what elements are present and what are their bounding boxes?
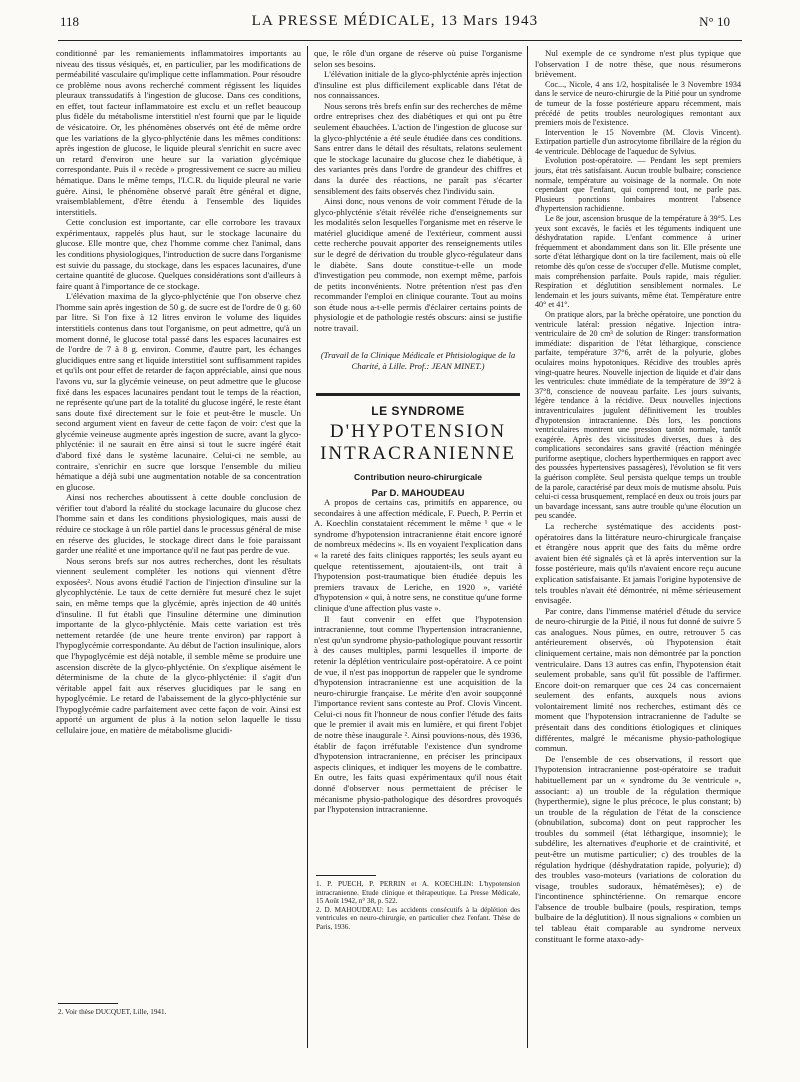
column-divider bbox=[307, 46, 308, 1048]
paragraph: De l'ensemble de ces observations, il ressort que l'hypotension intracranienne post-opératoire se traduit habituellement par un « syndrome du 3e ventricule », associant: a) un trouble de la régulation thermique (hyperthermie), signe le plus précoce, le plus constant; b) un trouble de la régulation de l'état de la conscience (obnubilation, subcoma) dont on peut rapprocher les troubles du sommeil (état léthargique, insomnie); le subdélire, les alternatives d'euphorie et de craintivité, et peut-être un mutisme particulier; c) des troubles de la régulation hydrique (déshydratation rapide, polyurie); d) des troubles vaso-moteurs (variations de coloration du visage, troubles sudoraux, hématémèses); e) de l'incontinence sphinctérienne. On remarque encore l'absence de trouble bulbaire (pouls, respiration, temps bulbaire de la déglutition). Il nous signalions « combien un tel tableau était comparable au syndrome nerveux constituant le forme ataxo-ady- bbox=[535, 753, 741, 944]
case-paragraph: Le 8e jour, ascension brusque de la température à 39°5. Les yeux sont excavés, le faciès et les téguments indiquent une déshydratation rapide. L'enfant commence à uriner fréquemment et abondamment dans son lit. Elle présente une sorte d'état léthargique dont on la tire facilement, mais où elle retombe dès qu'on cesse de s'occuper d'elle. Mutisme complet, mais compréhension parfaite. Pouls rapide, mais régulier. Respiration et déglutition sensiblement normales. Le lendemain et les jours suivants, même état. Température entre 40° et 41°. bbox=[535, 214, 741, 310]
article-credit: (Travail de la Clinique Médicale et Phtisiologique de la Charité, à Lille. Prof.: JEAN MINET.) bbox=[320, 350, 516, 371]
paragraph: Ainsi donc, nous venons de voir comment l'étude de la glyco-phlycténie s'était révélée riche d'enseignements sur les modalités selon lesquelles l'organisme met en réserve le matériel glucidique amené de l'extérieur, comment aussi cette recherche pouvait apporter des renseignements utiles sur le degré de dérivation du trouble glyco-régulateur dans le diabète. Sans doute constitue-t-elle un mode d'investigation peu commode, non exempt même, parfois de petits inconvénients. Notre prétention n'est pas d'en recommander l'emploi en clinique courante. Tout au moins son étude nous a-t-elle permis d'éclairer certains points de physiologie et de pathologie restés obscurs: ainsi se justifie notre travail. bbox=[314, 196, 522, 334]
column-2-top bbox=[314, 48, 522, 334]
footnote-rule bbox=[58, 1003, 118, 1004]
paragraph: conditionné par les remaniements inflammatoires importants au niveau des tissus vésiqués, et, en particulier, par les modifications de perméabilité vasculaire qu'implique cette inflammation. Pour résoudre ce problème nous avons recherché comment régissent les liquides pleuraux transsudatifs à l'ingestion de glucose. Dans ces conditions, en effet, tout facteur inflammatoire est exclu et un reflet beaucoup plus fidèle du métabolisme interstitiel n'est fourni que par le liquide de vésicatoire. Or, les phénomènes observés ont été de même ordre que les variations de la glyco-phlycténie dans les mêmes conditions: après ingestion de glucose, le liquide pleural s'enrichit en sucre avec un retard d'environ une heure sur la variation glycémique correspondante. Puis il « recède » progressivement ce sucre au milieu hématique. Dans le même temps, l'I.C.R. du liquide pleural ne varie guère. Ainsi, le phénomène observé paraît être général et digne, vraisemblablement, d'être étendu à l'ensemble des liquides interstitiels. bbox=[56, 48, 301, 217]
article-kicker: LE SYNDROME bbox=[371, 404, 465, 418]
paragraph: Cette conclusion est importante, car elle corrobore les travaux expérimentaux, rappelés plus haut, sur le stockage lacunaire du glucose. Elle montre que, chez l'homme comme chez l'animal, dans les conditions physiologiques, l'introduction de sucre dans l'organisme est suivie du passage, du stockage, dans les espaces lacunaires, d'une certaine quantité de glucose. Quelques considérations sont d'ailleurs à faire quant à l'importance de ce stockage. bbox=[56, 217, 301, 291]
footnote: 2. D. MAHOUDEAU: Les accidents consécutifs à la déplétion des ventricules en neuro-chirurgie, en particulier chez l'enfant. Thèse de Paris, 1936. bbox=[316, 905, 520, 931]
article-separator bbox=[316, 393, 520, 396]
footnote-rule bbox=[316, 875, 376, 876]
paragraph: L'élévation initiale de la glyco-phlycténie après injection d'insuline est plus difficilement explicable dans l'état de nos connaissances. bbox=[314, 69, 522, 101]
paragraph: Nous serons très brefs enfin sur des recherches de même ordre entreprises chez des diabétiques et qui ont pu être seulement ébauchées. L'action de l'ingestion de glucose sur la glyco-phlycténie a été seule étudiée dans ces conditions. Sans entrer dans le détail des résultats, relatons seulement que le stockage lacunaire du glucose chez le diabétique, à des variantes près dans l'ordre de grandeur des chiffres et dans la durée des réactions, ne paraît pas s'écarter sensiblement des faits observés chez l'individu sain. bbox=[314, 100, 522, 196]
article-subtitle: Contribution neuro-chirurgicale bbox=[354, 472, 482, 482]
case-paragraph: Intervention le 15 Novembre (M. Clovis Vincent). Extirpation partielle d'un astrocytome fibrillaire de la région du 4e ventricule. Déblocage de l'aqueduc de Sylvius. bbox=[535, 127, 741, 156]
column-1 bbox=[56, 48, 301, 736]
case-paragraph: On pratique alors, par la brèche opératoire, une ponction du ventricule latéral: pression négative. Injection intra-ventriculaire de 20 cm³ de solution de Ringer: transformation immédiate: disparition de l'état léthargique, conscience parfaite, température 37°6, arrêt de la polyurie, globes oculaires moins hypotoniques. Récidive des troubles après vingt-quatre heures. Nouvelle injection de liquide et d'air dans les ventricules: chute immédiate de la température de 39°2 à 37°8, conscience de nouveau parfaite. Les jours suivants, légère tendance à la récidive. Deux nouvelles injections intraventriculaires jugulent définitivement les troubles d'hypotension intracranienne. Dès lors, les ponctions ventriculaires montrent une pression tantôt normale, tantôt exagérée. Après des vicissitudes diverses, dues à des complications secondaires sans gravité (réaction méningée puriforme aseptique, clochers hyperthermiques en rapport avec des poussées hypertensives passagères), l'évolution se fit vers la guérison complète. Seul persista quelque temps un trouble de la parole, caractérisé par deux mois de mutisme absolu. Puis celui-ci cessa brusquement, remplacé en deux ou trois jours par un bavardage incessant, sans autre trouble qu'une élocution un peu scandée. bbox=[535, 309, 741, 521]
article-author: Par D. MAHOUDEAU bbox=[371, 488, 465, 499]
column-divider bbox=[527, 46, 528, 1048]
paragraph: Nul exemple de ce syndrome n'est plus typique que l'observation I de notre thèse, que nous résumerons brièvement. bbox=[535, 48, 741, 80]
paragraph: L'élévation maxima de la glyco-phlycténie que l'on observe chez l'homme sain après ingestion de 50 g. de sucre est de l'ordre de 0 g. 60 par litre. Si l'on fixe à 12 litres environ le volume des liquides interstitiels contenus dans tout l'organisme, on peut admettre, qu'à un moment donné, le glucose total passé dans les espaces lacunaires est de l'ordre de 7 à 8 g. environ. Comme, d'autre part, les échanges glucidiques entre sang et liquide interstitiel sont suffisamment rapides et qu'ils ont pour effet de retarder de façon appréciable, ainsi que nous l'avons vu, sur la glycémie veineuse, on peut admettre que le glucose fixé dans les espaces lacunaires pendant tout le temps de la réaction, ne représente qu'une part de la totalité du glucose ingéré, le reste étant sans doute fixé directement sur le foie et peut-être le muscle. Un second argument vient en faveur de cette façon de voir: c'est que la glycémie veineuse augmente après ingestion de sucre, avant la glyco-phlycténie: il ne saurait en être ainsi si tout le sucre ingéré était d'abord fixé dans le système lacunaire. Celui-ci ne semble, au contraire, s'enrichir en sucre que lorsque l'ensemble du milieu hématique a déjà subi une augmentation notable de sa concentration en glucose. bbox=[56, 291, 301, 492]
paragraph: A propos de certains cas, primitifs en apparence, ou secondaires à une affection médicale, F. Puech, P. Perrin et A. Koechlin constataient récemment le même ¹ que « le syndrome d'hypotension intracranienne était encore ignoré de nombreux médecins ». Ils en voyaient l'explication dans « la rareté des faits cliniques rapportés; les seuls ayant eu quelque retentissement, ajoutaient-ils, ont trait à l'hypotension post-traumatique bien étudiée depuis les premiers travaux de Leriche, en 1920 », variété d'hypotension « qui, à notre sens, ne constitue qu'une forme clinique d'une affection plus vaste ». bbox=[314, 497, 522, 613]
footnote: 2. Voir thèse DUCQUET, Lille, 1941. bbox=[58, 1008, 167, 1016]
paragraph: Par contre, dans l'immense matériel d'étude du service de neuro-chirurgie de la Pitié, il nous fut donné de suivre 5 cas analogues. Nous pûmes, en outre, retrouver 5 cas antérieurement observés, où l'hypotension était cliniquement certaine, mais non démontrée par la ponction ventriculaire. Dans 13 autres cas enfin, l'hypotension était seulement probable, sans qu'il fût possible de l'affirmer. Encore doit-on remarquer que ces 24 cas concernaient seulement des enfants, auxquels nous avions volontairement limité nos recherches, estimant dès ce moment que l'hypotension intracranienne de l'adulte se présentait dans des conditions étiologiques et cliniques différentes, malgré le mécanisme physio-pathologique commun. bbox=[535, 605, 741, 754]
paragraph: La recherche systématique des accidents post-opératoires dans la littérature neuro-chirurgicale française et étrangère nous apprit que des faits du même ordre avaient bien été signalés çà et là après intervention sur la fosse postérieure, mais qu'ils n'avaient encore reçu aucune explication satisfaisante. Et jamais l'origine hypotensive de tels troubles n'avait été démontrée, ni même sérieusement envisagée. bbox=[535, 521, 741, 606]
header-rule bbox=[58, 40, 742, 41]
case-paragraph: Coc..., Nicole, 4 ans 1/2, hospitalisée le 3 Novembre 1934 dans le service de neuro-chirurgie de la Pitié pour un syndrome de tumeur de la fosse postérieure apparu récemment, mais précédé de petits troubles neurologiques remontant aux premiers mois de l'existence. bbox=[535, 79, 741, 128]
issue-number: N° 10 bbox=[699, 14, 730, 29]
column-2-body bbox=[314, 497, 522, 815]
article-title bbox=[314, 421, 522, 465]
paragraph: que, le rôle d'un organe de réserve où puise l'organisme selon ses besoins. bbox=[314, 48, 522, 69]
page-header bbox=[60, 14, 730, 34]
page-number: 118 bbox=[60, 14, 80, 29]
article-heading bbox=[314, 404, 522, 499]
article-title-line: INTRACRANIENNE bbox=[320, 443, 516, 464]
paragraph: Ainsi nos recherches aboutissent à cette double conclusion de vérifier tout d'abord la réalité du stockage lacunaire du glucose chez l'homme sain et dans les conditions physiologiques, mais aussi de réduire ce stockage à un rôle partiel dans le processus général de mise en réserve des glucides, le stockage direct dans le foie paraissant garder une réalité et une importance qu'il ne faut pas perdre de vue. bbox=[56, 492, 301, 556]
article-title-line: D'HYPOTENSION bbox=[329, 421, 507, 442]
column-3 bbox=[535, 48, 741, 944]
paragraph: Il faut convenir en effet que l'hypotension intracranienne, tout comme l'hypertension intracranienne, n'est qu'un syndrome physio-pathologique pouvant ressortir à des causes multiples, parmi lesquelles il importe de retenir la déplétion ventriculaire post-opératoire. A ce point de vue, il n'est pas inopportun de rappeler que le syndrome d'hypotension intracranienne est une acquisition de la neuro-chirurgie française. Le mérite d'en avoir soupçonné l'importance revient sans conteste au Prof. Clovis Vincent. Celui-ci nous fit l'honneur de nous confier l'étude des faits que le premier il avait mis en lumière, et qui firent l'objet de notre thèse inaugurale ². Ainsi pouvions-nous, dès 1936, établir de façon irréfutable l'existence d'un syndrome d'hypotension intracranienne, en préciser les principaux aspects cliniques, et indiquer les moyens de le combattre. En outre, les faits quasi expérimentaux qu'il nous était donné d'observer nous permettaient de préciser le mécanisme physio-pathologique des désordres provoqués par l'hypotension intracranienne. bbox=[314, 613, 522, 815]
footnote: 1. P. PUECH, P. PERRIN et A. KOECHLIN: L'hypotension intracranienne. Etude clinique et thérapeutique. La Presse Médicale, 15 Août 1942, n° 38, p. 522. bbox=[316, 880, 520, 906]
footnotes bbox=[316, 880, 520, 932]
journal-title: LA PRESSE MÉDICALE, 13 Mars 1943 bbox=[251, 13, 539, 29]
paragraph: Nous serons brefs sur nos autres recherches, dont les résultats viennent seulement compléter les notions qui viennent d'être exposées². Nous avons étudié l'action de l'injection d'insuline sur la glycophlycténie. Le taux de cette dernière fut mesuré chez le sujet sain, en même temps que la glycémie, après injection de 40 unités d'insuline. Il fut établi que l'insuline détermine une diminution importante de la glyco-phlycténie. Mais cette variation est très nettement retardée (de une heure trente environ) par rapport à l'hypoglycémie correspondante. Au début de l'action insulinique, alors que l'hypoglycémie est déjà notable, il semble même se produire une ascension discrète de la glyco-phlycténie. On s'explique aisément le déterminisme de la chute de la glyco-phlycténie: il s'agit d'un véritable appel fait aux réserves glucidiques par le sang en hypoglycémie. Le retard de l'abaissement de la glyco-phlycténie sur l'hypoglycémie cadre parfaitement avec cette façon de voir. Ainsi est apporté un argument de plus à la notion selon laquelle le tissu cellulaire joue, en matière de métabolisme glucidi- bbox=[56, 555, 301, 735]
case-paragraph: Evolution post-opératoire. — Pendant les sept premiers jours, état très satisfaisant. Aucun trouble bulbaire; conscience normale, température au voisinage de la normale. On note cependant que l'enfant, qui comprend tout, ne parle pas. Plusieurs ponctions lombaires montrent l'absence d'hypertension rachidienne. bbox=[535, 156, 741, 214]
case-report bbox=[535, 80, 741, 521]
